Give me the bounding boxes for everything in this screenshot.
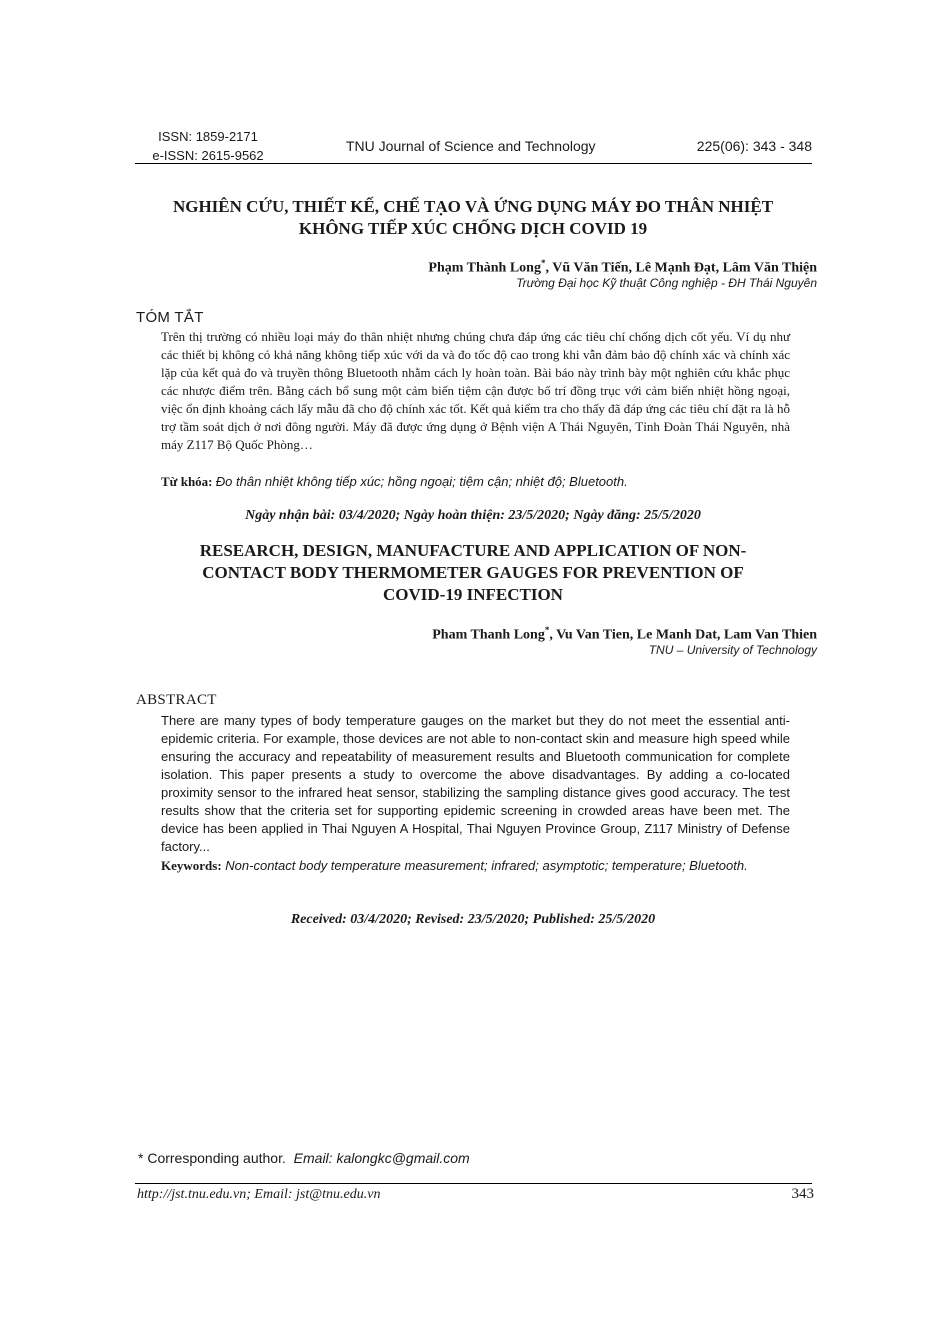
corresponding-author-footnote xyxy=(138,1150,470,1166)
title-vi-line-2: KHÔNG TIẾP XÚC CHỐNG DỊCH COVID 19 xyxy=(298,219,648,238)
abstract-english: There are many types of body temperature gauges on the market but they do not meet the essential anti-epidemic criteria. For example, those devices are not able to non-contact skin and measure high speed while ensuring the accuracy and repeatability of measurement results and Bluetooth communication for complete isolation. This paper presents a study to overcome the above disadvantages. By adding a co-located proximity sensor to the infrared heat sensor, stabilizing the sampling distance gives good accuracy. The test results show that the criteria set for supporting epidemic screening in crowded areas have been met. The device has been applied in Thai Nguyen A Hospital, Thai Nguyen Province Group, Z117 Ministry of Defense factory... xyxy=(161,713,790,854)
authors-english xyxy=(432,625,817,644)
section-title-tom-tat: TÓM TẮT xyxy=(136,309,204,326)
affiliation-english: TNU – University of Technology xyxy=(648,643,817,657)
affiliation-vietnamese: Trường Đại học Kỹ thuật Công nghiệp - ĐH Thái Nguyên xyxy=(516,276,817,290)
title-english xyxy=(128,540,818,606)
keywords-vietnamese xyxy=(161,473,790,491)
keywords-english xyxy=(161,857,790,875)
title-vi-line-1: NGHIÊN CỨU, THIẾT KẾ, CHẾ TẠO VÀ ỨNG DỤNG MÁY ĐO THÂN NHIỆT xyxy=(172,197,774,216)
issn: ISSN: 1859-2171 xyxy=(158,129,258,144)
keywords-label-en: Keywords: xyxy=(161,858,222,873)
issn-block xyxy=(128,127,288,165)
dates-english: Received: 03/4/2020; Revised: 23/5/2020; Published: 25/5/2020 xyxy=(290,912,656,927)
volume-pages: 225(06): 343 - 348 xyxy=(696,138,812,154)
abstract-vietnamese: Trên thị trường có nhiều loại máy đo thân nhiệt nhưng chúng chưa đáp ứng các tiêu chí chống dịch cốt yếu. Ví dụ như các thiết bị không có khả năng không tiếp xúc với da và đo tốc độ cao trong khi vẫn đảm bảo độ chính xác và chính xác lặp của kết quả đo và truyền thông Bluetooth nhằm cách ly hoàn toàn. Bài báo này trình bày một nghiên cứu khắc phục các nhược điểm trên. Bằng cách bổ sung một cảm biến tiệm cận được bố trí đồng trục với cảm biến nhiệt hồng ngoại, việc ổn định khoảng cách lấy mẫu đã cho độ chính xác tốt. Kết quả kiểm tra cho thấy đã đáp ứng các tiêu chí đặt ra là hỗ trợ tầm soát dịch ở nơi đông người. Máy đã được ứng dụng ở Bệnh viện A Thái Nguyên, Tỉnh Đoàn Thái Nguyên, nhà máy Z117 Bộ Quốc Phòng… xyxy=(161,329,790,452)
corresponding-mark-en: * xyxy=(544,625,550,635)
eissn: e-ISSN: 2615-9562 xyxy=(152,148,264,163)
keywords-label-vi: Từ khóa: xyxy=(161,474,213,489)
page-number: 343 xyxy=(791,1186,814,1202)
footnote-email: Email: kalongkc@gmail.com xyxy=(293,1150,470,1166)
corresponding-author-vi: Phạm Thành Long xyxy=(428,260,541,276)
keywords-text-vi: Đo thân nhiệt không tiếp xúc; hồng ngoại; tiệm cận; nhiệt độ; Bluetooth. xyxy=(215,474,628,489)
co-authors-vi: , Vũ Văn Tiến, Lê Mạnh Đạt, Lâm Văn Thiện xyxy=(545,260,817,276)
corresponding-author-en: Pham Thanh Long xyxy=(432,627,545,643)
dates-vietnamese: Ngày nhận bài: 03/4/2020; Ngày hoàn thiện: 23/5/2020; Ngày đăng: 25/5/2020 xyxy=(245,508,701,523)
authors-vietnamese xyxy=(428,258,817,277)
title-en-line-2: CONTACT BODY THERMOMETER GAUGES FOR PREVENTION OF xyxy=(202,563,744,582)
section-title-abstract: ABSTRACT xyxy=(136,692,217,708)
title-en-line-3: COVID-19 INFECTION xyxy=(383,585,563,604)
header-rule xyxy=(135,163,812,164)
footnote-label: * Corresponding author. xyxy=(138,1150,286,1166)
corresponding-mark-vi: * xyxy=(540,258,546,268)
title-en-line-1: RESEARCH, DESIGN, MANUFACTURE AND APPLICATION OF NON- xyxy=(199,541,747,560)
title-vietnamese xyxy=(128,196,818,240)
footer-links: http://jst.tnu.edu.vn; Email: jst@tnu.edu.vn xyxy=(137,1187,381,1202)
journal-name: TNU Journal of Science and Technology xyxy=(346,138,596,154)
keywords-text-en: Non-contact body temperature measurement; infrared; asymptotic; temperature; Bluetooth. xyxy=(225,858,748,873)
footer-rule xyxy=(135,1183,812,1184)
co-authors-en: , Vu Van Tien, Le Manh Dat, Lam Van Thien xyxy=(549,627,817,643)
